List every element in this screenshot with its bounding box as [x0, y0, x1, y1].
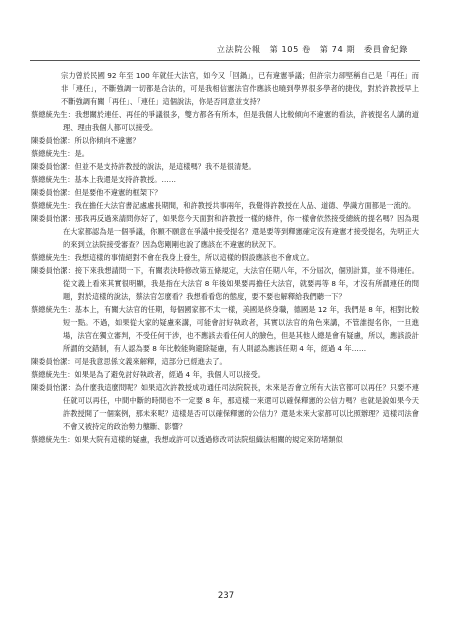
transcript-paragraph: 陳委員怡潔：那我再反過來請問你好了，如果您今天面對和許教授一樣的條件，你一樣會依然接受總統的提名嗎？因為現在大家都認為是一個爭議，你願不願意在爭議中接受提名？還是要等到釋憲確定沒有違憲才接受提名，先明正大的來到立法院接受審查？因為您剛剛也說了應該在不違憲的狀況下。	[31, 214, 419, 249]
transcript-paragraph: 蔡總統先生：我想關於連任、再任的爭議很多，雙方都各有所本，但是我個人比較傾向不違憲的看法，許被提名人講的道理、理由我個人都可以接受。	[31, 110, 419, 132]
page-header	[0, 44, 452, 58]
transcript-body	[31, 69, 419, 446]
transcript-paragraph: 蔡總統先生：是。	[31, 149, 90, 158]
transcript-paragraph: 宗力曾於民國 92 年至 100 年就任大法官，如今又「回鍋」，已有違憲爭議；但許宗力卻堅稱自己是「再任」而非「連任」，不斷強調一切都是合法的，可是我相信憲法官作應該也曉到學界很多學者的捷伐，對於許教授早上不斷強調有關「再任」、「連任」這個說法，你是否同意並支持？	[61, 71, 419, 106]
transcript-paragraph: 蔡總統先生：我想這樣的事情絕對不會在我身上發生，所以這樣的假設應該也不會成立。	[31, 253, 314, 262]
transcript-paragraph: 蔡總統先生：基本上我還是支持許教授。……	[31, 175, 177, 184]
transcript-paragraph: 蔡總統先生：基本上，有關大法官的任期，每個國家都不太一樣，美國是終身職，德國是 12 年，我們是 8 年，相對比較短一點。不過，如果從大家的疑慮來講，可能會討好執政者，其實以法官的角色來講，不管誰提名你，一旦進場，法官在獨立審判，不受任何干涉，也不應該去看任何人的臉色，但是其他人總是會有疑慮，所以，應該設計所謂的交錯制，有人認為要 8 年比較能夠避除疑慮，有人則認為應該任期 4 年，經過 4 年……	[31, 305, 419, 353]
header-divider	[30, 60, 420, 61]
transcript-paragraph: 蔡總統先生：如果是為了避免討好執政者，經過 4 年，我個人可以接受。	[31, 370, 265, 379]
transcript-paragraph: 陳委員怡潔：為什麼我這麼問呢？如果這次許教授成功通任司法院院長，未來是否會立所有大法官都可以再任？只要不連任就可以再任，中間中斷的時間也不一定要 8 年，那這樣一來還可以確保釋憲的公信力嗎？也就是說如果今天許教授開了一個案例，那未來呢？這樣是否可以確保釋憲的公信力？還是未來大家都可以比照辦理？這樣司法會不會又被持定的政治勢力壟斷、影響？	[31, 383, 419, 431]
gazette-title: 立法院公報 第 105 卷 第 74 期 委員會紀錄	[216, 44, 408, 54]
transcript-paragraph: 陳委員怡潔：但並不是支持許教授的說法，是這樣嗎？我不是很清楚。	[31, 162, 256, 171]
page-number: 237	[217, 591, 235, 601]
transcript-paragraph: 陳委員怡潔：所以你傾向不違憲？	[31, 136, 140, 145]
transcript-paragraph: 陳委員怡潔：可是我意思係文義來解釋，這部分已經進去了。	[31, 357, 227, 366]
transcript-paragraph: 陳委員怡潔：接下來我想請問一下，有關表決時修改第五條規定，大法官任期八年，不分屆次，個別計算，並不得連任。從文義上看來其實很明顯，我是指在大法官 8 年後如果要再擔任大法官，就要再等 8 年，才沒有所謂連任的問題，對於這樣的說法，蔡法官怎麼看？我想看看您的態度，要不要也解釋給我們聽一下？	[31, 266, 419, 301]
transcript-paragraph: 蔡總統先生：我在擔任大法官書記處處長期間，和許教授共事兩年，我覺得許教授在人品、道德、學識方面都是一流的。	[31, 201, 416, 210]
transcript-paragraph: 陳委員怡潔：但是要他不違憲的框架下？	[31, 188, 162, 197]
transcript-paragraph: 蔡總統先生：如果大院有這樣的疑慮，我想或許可以透過修改司法院組織法相關的規定來防堵類似	[31, 435, 343, 444]
